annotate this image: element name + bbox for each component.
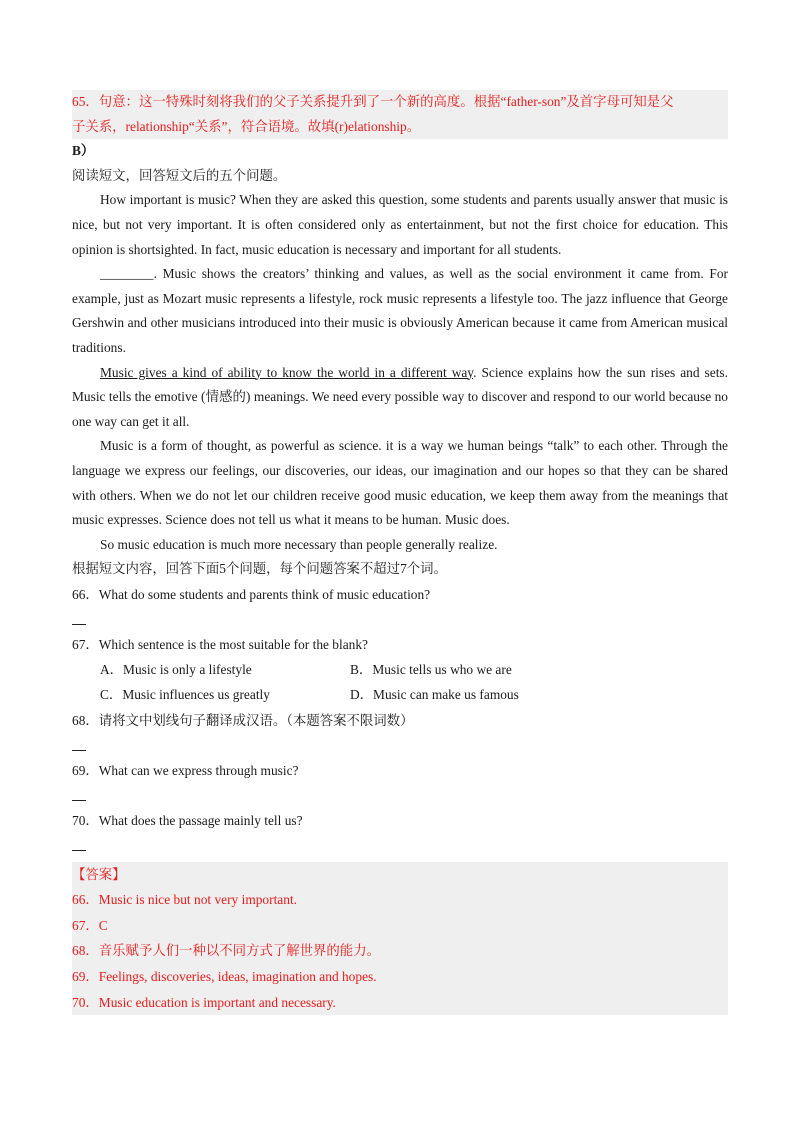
previous-answer-explanation bbox=[72, 90, 728, 139]
passage-paragraph-1: How important is music? When they are asked this question, some students and parents usually answer that music is nice, but not very important. It is often considered only as entertainment, but not the first choice for education. This opinion is shortsighted. In fact, music education is necessary and important for all students. bbox=[72, 192, 728, 257]
option-a: A．Music is only a lifestyle bbox=[100, 661, 252, 677]
option-d: D．Music can make us famous bbox=[350, 687, 519, 703]
passage-paragraph-5: So music education is much more necessary than people generally realize. bbox=[100, 536, 498, 552]
answer-line bbox=[72, 836, 86, 851]
passage-paragraph-4: Music is a form of thought, as powerful as science. it is a way we human beings “talk” to each other. Through the language we express our feelings, our discoveries, our ideas, our imagination and our hopes so that they can be shared with others. When we do not let our children receive good music education, we keep them away from the meanings that music expresses. Science does not tell us what it means to be human. Music does. bbox=[72, 438, 728, 528]
answer-68: 68．音乐赋予人们一种以不同方式了解世界的能力。 bbox=[72, 943, 380, 959]
answer-blank-68 bbox=[72, 733, 728, 758]
question-67: 67．Which sentence is the most suitable for the blank? bbox=[72, 636, 368, 652]
question-66: 66．What do some students and parents think of music education? bbox=[72, 586, 431, 602]
answer-69: 69．Feelings, discoveries, ideas, imagination and hopes. bbox=[72, 969, 377, 985]
options-row-2 bbox=[72, 682, 728, 707]
passage-paragraph-2-text: . Music shows the creators’ thinking and values, as well as the social environment it came from. For example, just as Mozart music represents a lifestyle, rock music represents a lifestyle too. The jazz influence that George Gershwin and other musicians introduced into their music is obviously American because it came from American musical traditions. bbox=[72, 266, 728, 355]
task-instruction: 根据短文内容，回答下面5个问题，每个问题答案不超过7个词。 bbox=[72, 561, 447, 577]
passage-paragraph-2 bbox=[72, 262, 728, 360]
answer-key bbox=[72, 862, 728, 1016]
explanation-line-2: 子关系，relationship“关系”，符合语境。故填(r)elationship。 bbox=[72, 118, 421, 134]
answer-line bbox=[72, 610, 86, 625]
answer-70: 70．Music education is important and necessary. bbox=[72, 994, 336, 1010]
question-70: 70．What does the passage mainly tell us? bbox=[72, 812, 303, 828]
answer-header: 【答案】 bbox=[72, 866, 126, 882]
answer-line bbox=[72, 786, 86, 801]
passage-paragraph-3-text: . Science explains how the sun rises and sets. Music tells the emotive (情感的) meanings. We need every possible way to discover and respond to our world because no one way can get it all. bbox=[72, 364, 728, 429]
reading-instruction: 阅读短文，回答短文后的五个问题。 bbox=[72, 167, 287, 183]
answer-blank-66 bbox=[72, 607, 728, 632]
passage-blank: ________ bbox=[100, 266, 154, 282]
answer-line bbox=[72, 736, 86, 751]
answer-67: 67．C bbox=[72, 917, 108, 933]
question-69: 69．What can we express through music? bbox=[72, 762, 299, 778]
answer-66: 66．Music is nice but not very important. bbox=[72, 892, 298, 908]
answer-blank-70 bbox=[72, 833, 728, 858]
section-label: B） bbox=[72, 143, 95, 159]
explanation-line-1: 65．句意：这一特殊时刻将我们的父子关系提升到了一个新的高度。根据“father-son”及首字母可知是父 bbox=[72, 94, 674, 109]
question-68: 68．请将文中划线句子翻译成汉语。（本题答案不限词数） bbox=[72, 712, 414, 728]
option-c: C．Music influences us greatly bbox=[100, 687, 270, 703]
document-page bbox=[72, 90, 728, 1015]
option-b: B．Music tells us who we are bbox=[350, 661, 512, 677]
options-row-1 bbox=[72, 657, 728, 682]
answer-blank-69 bbox=[72, 783, 728, 808]
passage-paragraph-3 bbox=[72, 361, 728, 435]
underlined-sentence: Music gives a kind of ability to know the world in a different way bbox=[100, 364, 474, 380]
